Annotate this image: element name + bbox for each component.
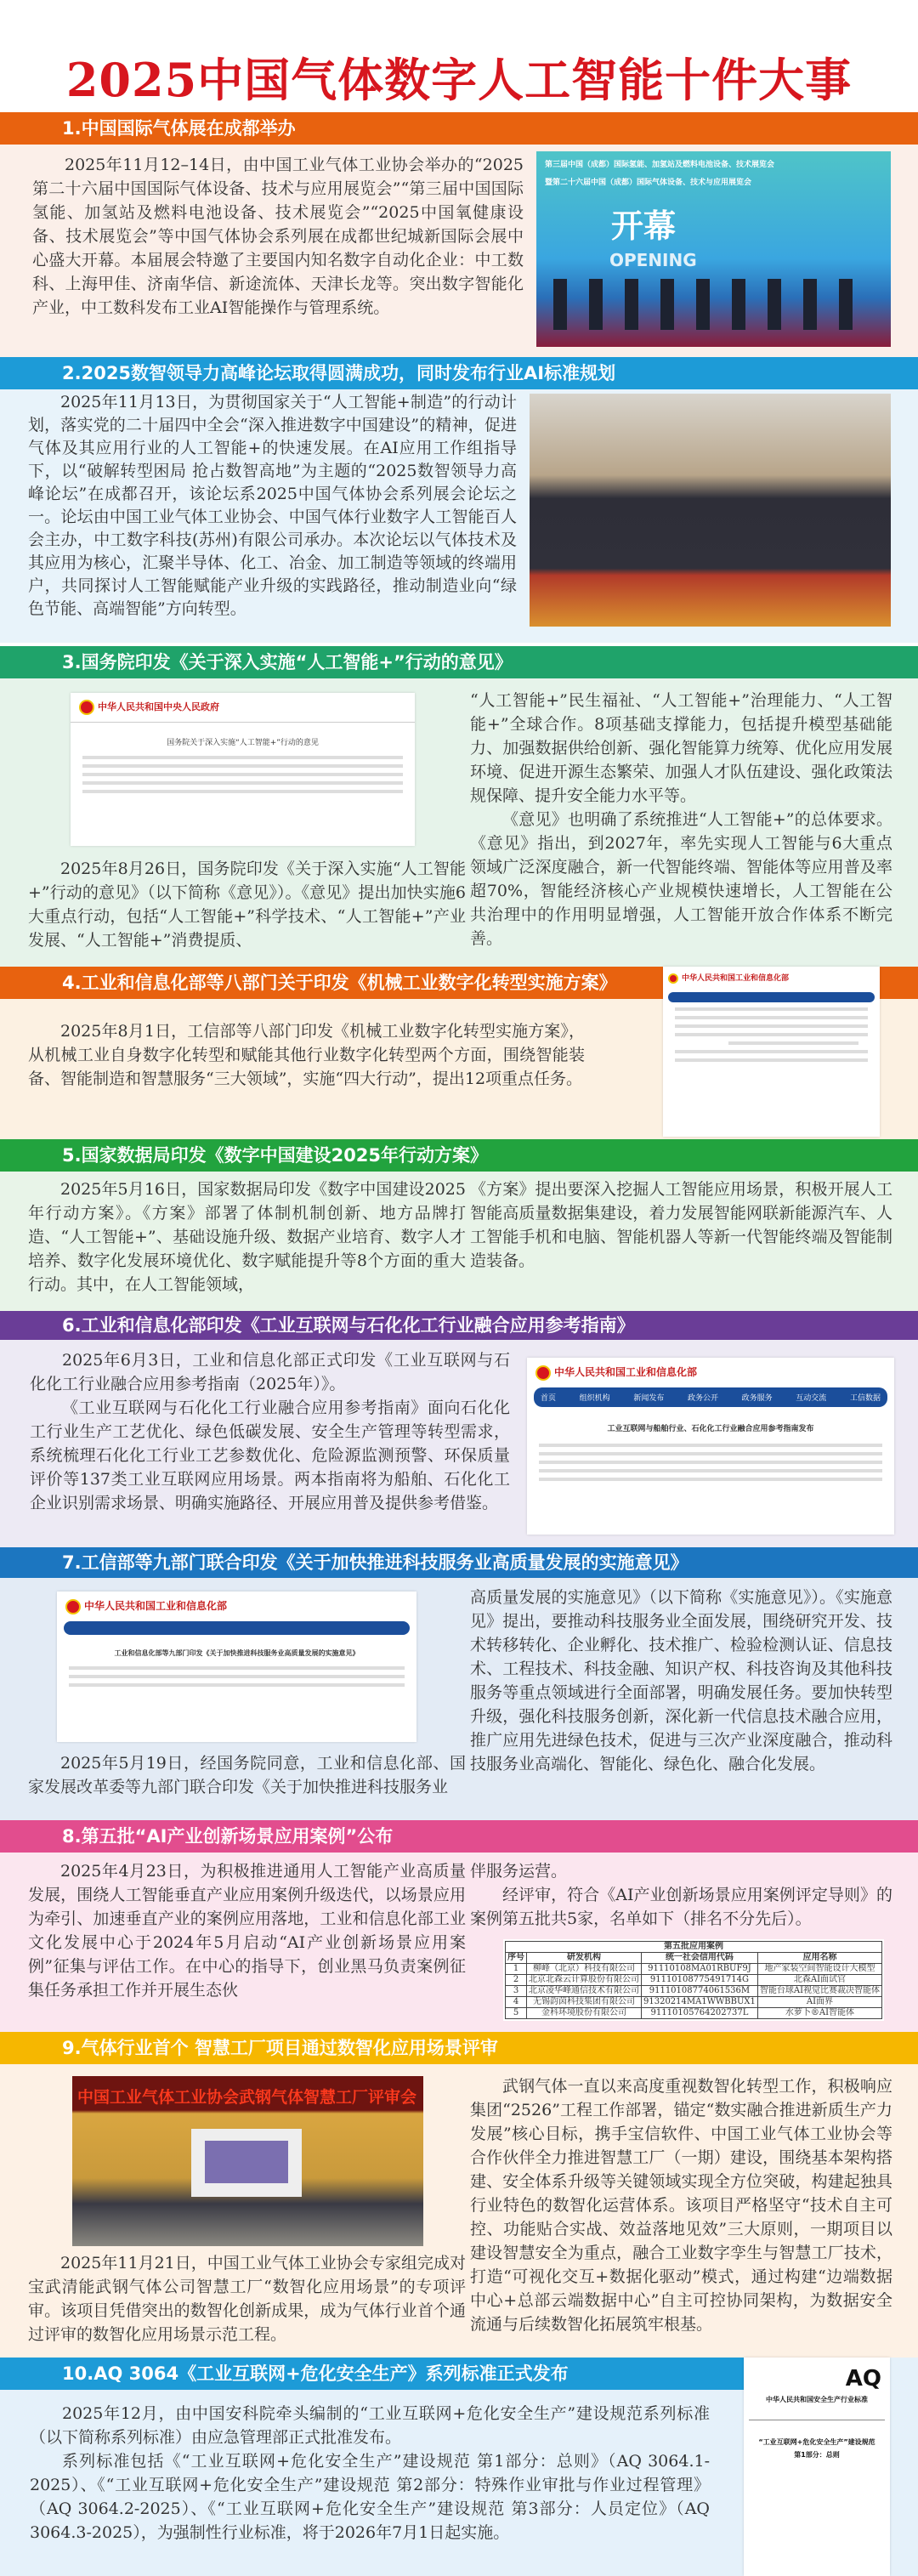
paragraph: 2025年12月，由中国安科院牵头编制的“工业互联网+危化安全生产”建设规范系列标准（以下简称系列标准）由应急管理部正式批准发布。 — [30, 2404, 710, 2447]
paragraph: 《方案》提出要深入挖掘人工智能应用场景，积极开展人工智能高质量数据集建设，着力发展智能网联新能源汽车、人工智能手机和电脑、智能机器人等新一代智能终端及智能制造装备。 — [470, 1180, 892, 1270]
section-5-left-text — [28, 1177, 466, 1297]
section-7-header: 7.工信部等九部门联合印发《关于加快推进科技服务业高质量发展的实施意见》 — [0, 1547, 918, 1578]
paragraph: 2025年11月21日，中国工业气体工业协会专家组完成对宝武清能武钢气体公司智慧工厂“数智化应用场景”的专项评审。该项目凭借突出的数智化创新成果，成为气体行业首个通过评审的数智化应用场景示范工程。 — [28, 2254, 466, 2344]
table-row: 3 北京凌华峰通信技术有限公司 91110108774061536M 智能台球AI视觉比赛裁决智能体 — [506, 1986, 882, 1997]
paragraph: 2025年5月19日，经国务院同意，工业和信息化部、国家发展改革委等九部门联合印发《关于加快推进科技服务业 — [28, 1754, 466, 1796]
section-6-header: 6.工业和信息化部印发《工业互联网与石化化工行业融合应用参考指南》 — [0, 1311, 918, 1340]
miit-notice-screenshot: 中华人民共和国工业和信息化部 工业和信息化部等九部门印发《关于加快推进科技服务业高质量发展的实施意见》 — [57, 1592, 416, 1742]
section-9-right-text — [470, 2074, 892, 2336]
exhibition-opening-photo: 第三届中国（成都）国际氢能、加氢站及燃料电池设备、技术展览会 暨第二十六届中国（成都）国际气体设备、技术与应用展览会 开幕 OPENING — [536, 151, 891, 347]
section-9-left-text — [28, 2251, 466, 2346]
review-meeting-photo: 中国工业气体工业协会武钢气体智慧工厂评审会 — [72, 2076, 423, 2246]
section-7 — [0, 1547, 918, 1820]
miit-guide-screenshot: 中华人民共和国工业和信息化部 首页 组织机构 新闻发布 政务公开 政务服务 互动交流 工信数据 工业互联网与船舶行业、石化化工行业融合应用参考指南发布 — [527, 1358, 894, 1535]
case-list-table: 第五批应用案例 序号 研发机构 统一社会信用代码 应用名称 1 柳峰（北京）科技有限公司 91110108MA01RBUF9J 地产家装空间智能设计大模型 2 北京北森云计算股份有限公司 91110108775491714G 北森AI面试官 3 北京凌华峰通信技术有限公司 91110108774061536M 智能台球AI视觉比赛裁决智能体 4 无锡韵茵科技集团有限公司 91320214MA1WWBBUX1 AI面界 5 金科环境股份有限公司 91110105764202737L 水萝卜®AI智能体 — [503, 1939, 884, 2021]
section-3-right-text — [470, 689, 892, 950]
section-7-right-text — [470, 1586, 892, 1776]
page-title: 2025中国气体数字人工智能十件大事 — [65, 53, 853, 107]
section-10 — [0, 2358, 918, 2576]
aq-standard-cover: AQ 中华人民共和国安全生产行业标准 “工业互联网+危化安全生产”建设规范 第1部分：总则 — [744, 2358, 890, 2576]
section-6 — [0, 1311, 918, 1547]
paragraph: 2025年5月16日，国家数据局印发《数字中国建设2025年行动方案》。《方案》部署了体制机制创新、地方品牌打造、“人工智能+”、基础设施升级、数据产业培育、数字人才培养、数字化发展环境优化、数字赋能提升等8个方面的重大行动。其中，在人工智能领域， — [28, 1180, 466, 1294]
paragraph: 《意见》也明确了系统推进“人工智能+”的总体要求。《意见》指出，到2027年，率先实现人工智能与6大重点领域广泛深度融合，新一代智能终端、智能体等应用普及率超70%，智能经济核心产业规模快速增长，人工智能在公共治理中的作用明显增强，人工智能开放合作体系不断完善。 — [470, 810, 892, 948]
section-2-text — [28, 391, 517, 621]
paragraph: 系列标准包括《“工业互联网+危化安全生产”建设规范 第1部分：总则》（AQ 3064.1-2025）、《“工业互联网+危化安全生产”建设规范 第2部分：特殊作业审批与作业过程管理》（AQ 3064.2-2025）、《“工业互联网+危化安全生产”建设规范 第3部分：人员定位》（AQ 3064.3-2025），为强制性行业标准，将于2026年7月1日起实施。 — [30, 2452, 710, 2542]
paragraph: 2025年11月13日，为贯彻国家关于“人工智能+制造”的行动计划，落实党的二十届四中全会“深入推进数字中国建设”的精神，促进气体及其应用行业的人工智能+的快速发展。在AI应用工作组指导下，以“破解转型困局 抢占数智高地”为主题的“2025数智领导力高峰论坛”在成都召开，该论坛系2025中国气体协会系列展会论坛之一。论坛由中国工业气体工业协会、中国气体行业数字人工智能百人会主办，中工数字科技(苏州)有限公司承办。本次论坛以气体技术及其应用为核心，汇聚半导体、化工、冶金、加工制造等领域的终端用户，共同探讨人工智能赋能产业升级的实践路径，推动制造业向“绿色节能、高端智能”方向转型。 — [28, 393, 517, 618]
site-nav: 首页 组织机构 新闻发布 政务公开 政务服务 互动交流 工信数据 — [534, 1387, 887, 1407]
section-4-text — [28, 1019, 585, 1091]
section-7-left-text — [28, 1751, 466, 1799]
section-1-header: 1.中国国际气体展在成都举办 — [0, 112, 918, 145]
paragraph: 2025年11月12–14日，由中国工业气体工业协会举办的“2025第二十六届中国国际气体设备、技术与应用展览会”“第三届中国国际氢能、加氢站及燃料电池设备、技术展览会”“2025中国氧健康设备、技术展览会”等中国气体协会系列展在成都世纪城新国际会展中心盛大开幕。本届展会特邀了主要国内知名数字自动化企业：中工数科、上海甲佳、济南华信、新途流体、天津长龙等。突出数字智能化产业，中工数科发布工业AI智能操作与管理系统。 — [32, 156, 524, 317]
forum-group-photo — [530, 394, 891, 627]
paragraph: 《工业互联网与石化化工行业融合应用参考指南》面向石化化工行业生产工艺优化、绿色低碳发展、安全生产管理等转型需求，系统梳理石化化工行业工艺参数优化、危险源监测预警、环保质量评价等137类工业互联网应用场景。两本指南将为船舶、石化化工企业识别需求场景、明确实施路径、开展应用普及提供参考借鉴。 — [30, 1399, 510, 1512]
section-10-text — [30, 2402, 710, 2545]
table-row: 4 无锡韵茵科技集团有限公司 91320214MA1WWBBUX1 AI面界 — [506, 1997, 882, 2008]
paragraph: “人工智能+”民生福祉、“人工智能+”治理能力、“人工智能+”全球合作。8项基础支撑能力，包括提升模型基础能力、加强数据供给创新、强化智能算力统筹、优化应用发展环境、促进开源生态繁荣、加强人才队伍建设、强化政策法规保障、提升安全能力水平等。 — [470, 691, 892, 805]
paragraph: 经评审，符合《AI产业创新场景应用案例评定导则》的案例第五批共5家，名单如下（排名不分先后）。 — [470, 1886, 892, 1928]
table-header-row: 序号 研发机构 统一社会信用代码 应用名称 — [506, 1953, 882, 1964]
section-3-left-text — [28, 857, 466, 952]
section-9 — [0, 2032, 918, 2358]
table-row: 5 金科环境股份有限公司 91110105764202737L 水萝卜®AI智能体 — [506, 2008, 882, 2019]
paragraph: 武钢气体一直以来高度重视数智化转型工作，积极响应集团“2526”工程工作部署，锚定“数实融合推进新质生产力发展”核心目标，携手宝信软件、中国工业气体工业协会等合作伙伴全力推进智慧工厂（一期）建设，围绕基本架构搭建、安全体系升级等关键领域实现全方位突破，构建起独具行业特色的数智化运营体系。该项目严格坚守“技术自主可控、功能贴合实战、效益落地见效”三大原则，一期项目以建设智慧安全为重点，融合工业数字孪生与智慧工厂技术，打造“可视化交互+数据化驱动”模式，通过构建“边端数据中心+总部云端数据中心”自主可控协同架构，为数据安全流通与后续数智化拓展筑牢根基。 — [470, 2077, 892, 2334]
section-6-text — [30, 1348, 510, 1515]
section-2 — [0, 357, 918, 643]
section-8-header: 8.第五批“AI产业创新场景应用案例”公布 — [0, 1820, 918, 1853]
section-3-header: 3.国务院印发《关于深入实施“人工智能+”行动的意见》 — [0, 646, 918, 678]
paragraph: 2025年8月26日，国务院印发《关于深入实施“人工智能+”行动的意见》（以下简称《意见》）。《意见》提出加快实施6大重点行动，包括“人工智能+”科学技术、“人工智能+”产业发展、“人工智能+”消费提质、 — [28, 860, 466, 950]
section-1 — [0, 112, 918, 357]
section-5-header: 5.国家数据局印发《数字中国建设2025年行动方案》 — [0, 1139, 918, 1172]
section-4 — [0, 967, 918, 1139]
paragraph: 2025年8月1日，工信部等八部门印发《机械工业数字化转型实施方案》，从机械工业自身数字化转型和赋能其他行业数字化转型两个方面，围绕智能装备、智能制造和智慧服务“三大领域”，实施“四大行动”，提出12项重点任务。 — [28, 1022, 585, 1088]
section-4-header: 4.工业和信息化部等八部门关于印发《机械工业数字化转型实施方案》 — [0, 967, 918, 999]
section-1-text — [32, 153, 524, 320]
gov-website-screenshot: 中华人民共和国中央人民政府 国务院关于深入实施“人工智能+”行动的意见 — [71, 693, 415, 846]
paragraph: 伴服务运营。 — [470, 1862, 568, 1881]
section-5-right-text — [470, 1177, 892, 1273]
section-8-left-text — [28, 1859, 466, 2002]
paragraph: 2025年4月23日，为积极推进通用人工智能产业高质量发展，围绕人工智能垂直产业应用案例升级迭代，以场景应用为牵引、加速垂直产业的案例应用落地，工业和信息化部工业文化发展中心于2024年5月启动“AI产业创新场景应用案例”征集与评估工作。在中心的指导下，创业黑马负责案例征集任务承担工作并开展生态伙 — [28, 1862, 466, 2000]
miit-website-screenshot: 中华人民共和国工业和信息化部 — [663, 967, 880, 1137]
section-8 — [0, 1820, 918, 2032]
section-3 — [0, 646, 918, 967]
section-9-header: 9.气体行业首个 智慧工厂项目通过数智化应用场景评审 — [0, 2032, 918, 2064]
section-5 — [0, 1139, 918, 1311]
paragraph: 高质量发展的实施意见》（以下简称《实施意见》）。《实施意见》提出，要推动科技服务业全面发展，围绕研究开发、技术转移转化、企业孵化、技术推广、检验检测认证、信息技术、工程技术、科技金融、知识产权、科技咨询及其他科技服务等重点领域进行全面部署，明确发展任务。要加快转型升级，强化科技服务创新，深化新一代信息技术融合应用，推广应用先进绿色技术，促进与三次产业深度融合，推动科技服务业高端化、智能化、绿色化、融合化发展。 — [470, 1588, 892, 1773]
table-row: 2 北京北森云计算股份有限公司 91110108775491714G 北森AI面试官 — [506, 1975, 882, 1986]
section-2-header: 2.2025数智领导力高峰论坛取得圆满成功，同时发布行业AI标准规划 — [0, 357, 918, 389]
section-10-header: 10.AQ 3064《工业互联网+危化安全生产》系列标准正式发布 — [0, 2358, 744, 2390]
section-8-right-text — [470, 1859, 892, 1931]
paragraph: 2025年6月3日，工业和信息化部正式印发《工业互联网与石化化工行业融合应用参考指南（2025年）》。 — [30, 1351, 510, 1393]
table-row: 1 柳峰（北京）科技有限公司 91110108MA01RBUF9J 地产家装空间智能设计大模型 — [506, 1964, 882, 1975]
